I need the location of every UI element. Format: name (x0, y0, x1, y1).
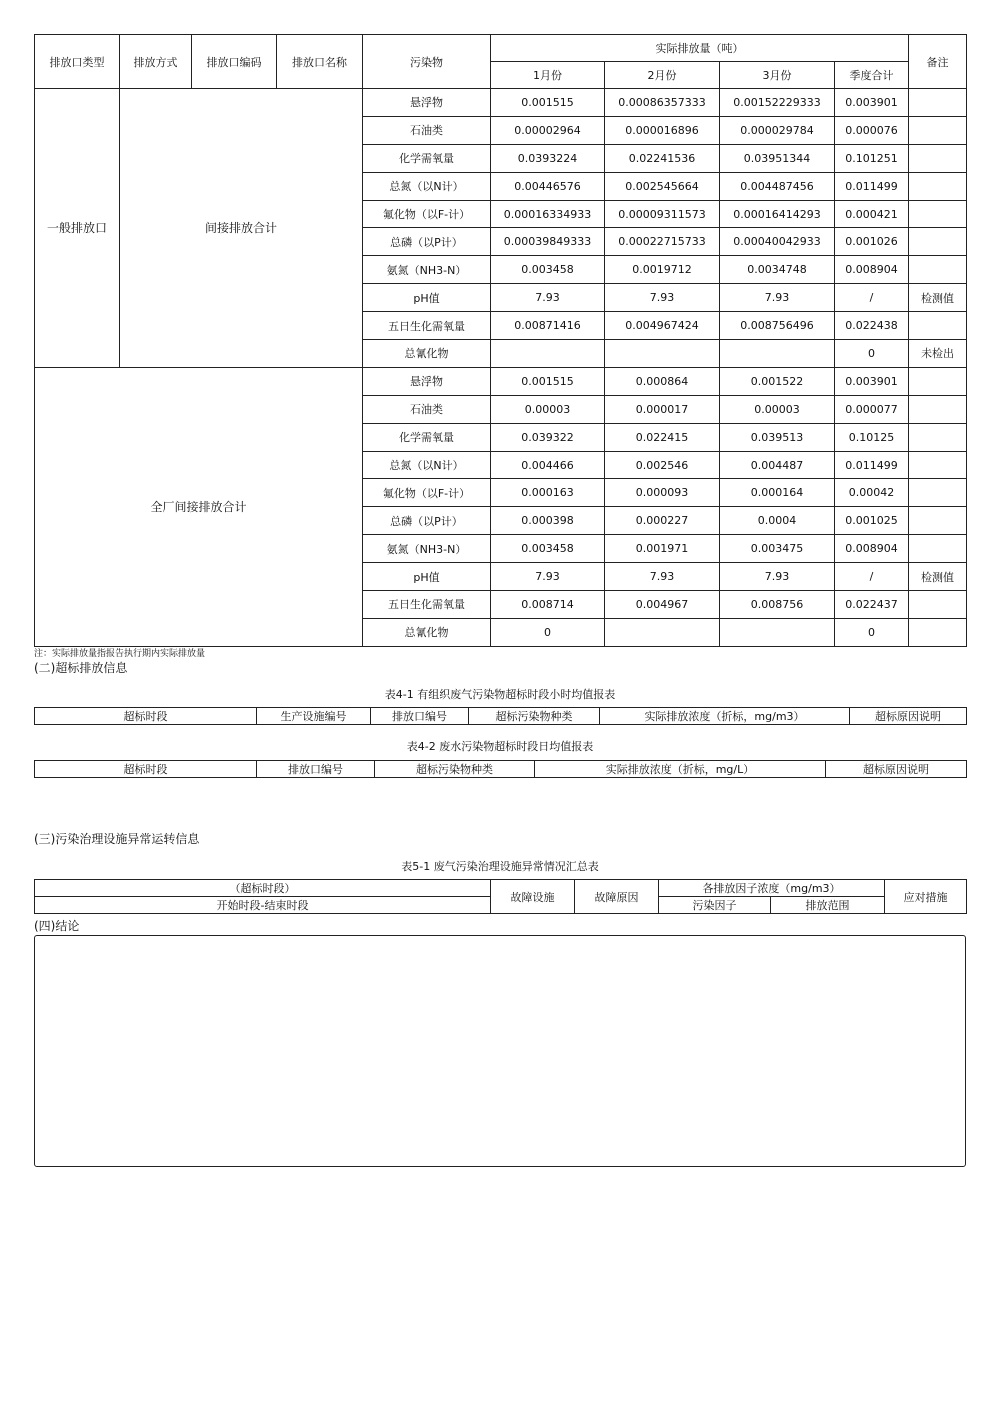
quarter-total-cell: 0.003901 (835, 367, 909, 395)
group2-label-cell: 全厂间接排放合计 (35, 367, 363, 646)
month-2-cell: 0.002545664 (605, 172, 720, 200)
t51-header-concentration: 各排放因子浓度（mg/m3） (659, 880, 885, 897)
quarter-total-cell: 0.011499 (835, 172, 909, 200)
remark-cell (909, 591, 967, 619)
month-3-cell: 0.004487456 (720, 172, 835, 200)
month-1-cell: 0.001515 (491, 367, 605, 395)
month-1-cell: 0.0393224 (491, 144, 605, 172)
month-3-cell: 0.008756496 (720, 312, 835, 340)
pollutant-cell: 总磷（以P计） (363, 228, 491, 256)
pollutant-cell: pH值 (363, 284, 491, 312)
month-3-cell: 0.00152229333 (720, 89, 835, 117)
remark-cell (909, 479, 967, 507)
quarter-total-cell: 0.022438 (835, 312, 909, 340)
remark-cell (909, 200, 967, 228)
quarter-total-cell: 0.00042 (835, 479, 909, 507)
header-method: 排放方式 (120, 35, 192, 89)
pollutant-cell: 五日生化需氧量 (363, 312, 491, 340)
month-3-cell: 0.008756 (720, 591, 835, 619)
quarter-total-cell: 0.001026 (835, 228, 909, 256)
remark-cell (909, 535, 967, 563)
remark-cell (909, 256, 967, 284)
conclusion-box (34, 935, 966, 1167)
table-4-2 (34, 760, 967, 778)
table-5-1 (34, 879, 967, 914)
quarter-total-cell: 0.000421 (835, 200, 909, 228)
pollutant-cell: 总氮（以N计） (363, 172, 491, 200)
table-row (35, 367, 967, 395)
header-pollutant: 污染物 (363, 35, 491, 89)
t42-header-pollutant-type: 超标污染物种类 (375, 761, 535, 778)
remark-cell: 检测值 (909, 563, 967, 591)
month-3-cell: 0.0034748 (720, 256, 835, 284)
section-4-title: (四)结论 (34, 919, 80, 933)
header-remark: 备注 (909, 35, 967, 89)
month-3-cell: 0.00003 (720, 395, 835, 423)
quarter-total-cell: 0.001025 (835, 507, 909, 535)
month-1-cell: 0.00871416 (491, 312, 605, 340)
month-2-cell: 0.022415 (605, 423, 720, 451)
remark-cell (909, 144, 967, 172)
t41-header-concentration: 实际排放浓度（折标，mg/m3） (600, 708, 850, 725)
month-2-cell: 0.000016896 (605, 116, 720, 144)
month-1-cell: 0.001515 (491, 89, 605, 117)
pollutant-cell: 悬浮物 (363, 367, 491, 395)
quarter-total-cell: 0.000077 (835, 395, 909, 423)
t41-header-pollutant-type: 超标污染物种类 (469, 708, 600, 725)
month-2-cell: 0.0019712 (605, 256, 720, 284)
month-3-cell (720, 340, 835, 368)
month-1-cell: 0.004466 (491, 451, 605, 479)
quarter-total-cell: 0.008904 (835, 256, 909, 284)
group1-method-cell: 间接排放合计 (120, 89, 363, 368)
pollutant-cell: 五日生化需氧量 (363, 591, 491, 619)
month-1-cell: 0.00003 (491, 395, 605, 423)
pollutant-cell: 总氮（以N计） (363, 451, 491, 479)
header-month-1: 1月份 (491, 62, 605, 89)
t51-header-period-sub: 开始时段-结束时段 (35, 897, 491, 914)
pollutant-cell: 石油类 (363, 395, 491, 423)
pollutant-cell: 氨氮（NH3-N） (363, 535, 491, 563)
remark-cell (909, 618, 967, 646)
quarter-total-cell: 0 (835, 618, 909, 646)
pollutant-cell: 总氰化物 (363, 340, 491, 368)
header-name: 排放口名称 (277, 35, 363, 89)
month-1-cell: 0.00016334933 (491, 200, 605, 228)
month-2-cell: 0.02241536 (605, 144, 720, 172)
pollutant-cell: 化学需氧量 (363, 423, 491, 451)
quarter-total-cell: 0.008904 (835, 535, 909, 563)
month-1-cell: 0.003458 (491, 535, 605, 563)
t42-header-reason: 超标原因说明 (826, 761, 967, 778)
table-note: 注：实际排放量指报告执行期内实际排放量 (34, 649, 206, 659)
pollutant-cell: 化学需氧量 (363, 144, 491, 172)
month-1-cell: 0.00002964 (491, 116, 605, 144)
t42-header-period: 超标时段 (35, 761, 257, 778)
t51-header-fault-reason: 故障原因 (575, 880, 659, 914)
remark-cell: 检测值 (909, 284, 967, 312)
month-1-cell: 7.93 (491, 563, 605, 591)
month-2-cell: 0.001971 (605, 535, 720, 563)
month-2-cell: 7.93 (605, 563, 720, 591)
quarter-total-cell: / (835, 563, 909, 591)
month-3-cell: 0.039513 (720, 423, 835, 451)
remark-cell (909, 312, 967, 340)
t41-header-reason: 超标原因说明 (850, 708, 967, 725)
quarter-total-cell: / (835, 284, 909, 312)
month-1-cell: 0.00446576 (491, 172, 605, 200)
month-2-cell: 0.004967 (605, 591, 720, 619)
month-2-cell: 0.000864 (605, 367, 720, 395)
header-month-2: 2月份 (605, 62, 720, 89)
remark-cell (909, 89, 967, 117)
emission-table (34, 34, 967, 647)
remark-cell (909, 423, 967, 451)
remark-cell (909, 116, 967, 144)
quarter-total-cell: 0.003901 (835, 89, 909, 117)
month-3-cell: 7.93 (720, 563, 835, 591)
section-2-title: (二)超标排放信息 (34, 661, 128, 675)
emission-table-body (35, 89, 967, 647)
pollutant-cell: 总磷（以P计） (363, 507, 491, 535)
t51-header-period: （超标时段） (35, 880, 491, 897)
month-3-cell: 0.00040042933 (720, 228, 835, 256)
month-1-cell: 0.000163 (491, 479, 605, 507)
pollutant-cell: 氨氮（NH3-N） (363, 256, 491, 284)
month-3-cell (720, 618, 835, 646)
t51-header-factor: 污染因子 (659, 897, 771, 914)
month-1-cell: 7.93 (491, 284, 605, 312)
month-2-cell: 0.002546 (605, 451, 720, 479)
t51-header-fault-facility: 故障设施 (491, 880, 575, 914)
table-5-1-caption: 表5-1 废气污染治理设施异常情况汇总表 (401, 860, 599, 873)
header-actual-emission: 实际排放量（吨） (491, 35, 909, 62)
month-3-cell: 0.000164 (720, 479, 835, 507)
table-4-2-caption: 表4-2 废水污染物超标时段日均值报表 (406, 740, 594, 753)
month-2-cell: 0.004967424 (605, 312, 720, 340)
month-2-cell: 0.00086357333 (605, 89, 720, 117)
t51-header-range: 排放范围 (771, 897, 885, 914)
month-1-cell: 0.00039849333 (491, 228, 605, 256)
month-2-cell: 0.000227 (605, 507, 720, 535)
quarter-total-cell: 0.101251 (835, 144, 909, 172)
pollutant-cell: pH值 (363, 563, 491, 591)
month-1-cell: 0.039322 (491, 423, 605, 451)
remark-cell (909, 367, 967, 395)
pollutant-cell: 氟化物（以F-计） (363, 479, 491, 507)
month-1-cell (491, 340, 605, 368)
t42-header-concentration: 实际排放浓度（折标，mg/L） (535, 761, 826, 778)
header-month-3: 3月份 (720, 62, 835, 89)
month-1-cell: 0.000398 (491, 507, 605, 535)
pollutant-cell: 总氰化物 (363, 618, 491, 646)
month-1-cell: 0 (491, 618, 605, 646)
t41-header-facility-code: 生产设施编号 (257, 708, 371, 725)
table-4-1 (34, 707, 967, 725)
group1-type-cell: 一般排放口 (35, 89, 120, 368)
remark-cell (909, 507, 967, 535)
remark-cell (909, 172, 967, 200)
remark-cell: 未检出 (909, 340, 967, 368)
month-2-cell (605, 618, 720, 646)
month-2-cell (605, 340, 720, 368)
pollutant-cell: 悬浮物 (363, 89, 491, 117)
quarter-total-cell: 0 (835, 340, 909, 368)
remark-cell (909, 395, 967, 423)
month-2-cell: 0.000017 (605, 395, 720, 423)
pollutant-cell: 石油类 (363, 116, 491, 144)
month-2-cell: 0.00009311573 (605, 200, 720, 228)
table-row (35, 89, 967, 117)
quarter-total-cell: 0.000076 (835, 116, 909, 144)
month-3-cell: 0.00016414293 (720, 200, 835, 228)
quarter-total-cell: 0.011499 (835, 451, 909, 479)
month-3-cell: 0.003475 (720, 535, 835, 563)
month-1-cell: 0.003458 (491, 256, 605, 284)
month-3-cell: 0.000029784 (720, 116, 835, 144)
month-3-cell: 7.93 (720, 284, 835, 312)
t51-header-measures: 应对措施 (885, 880, 967, 914)
quarter-total-cell: 0.022437 (835, 591, 909, 619)
month-2-cell: 0.000093 (605, 479, 720, 507)
remark-cell (909, 451, 967, 479)
pollutant-cell: 氟化物（以F-计） (363, 200, 491, 228)
t41-header-period: 超标时段 (35, 708, 257, 725)
month-3-cell: 0.0004 (720, 507, 835, 535)
month-1-cell: 0.008714 (491, 591, 605, 619)
remark-cell (909, 228, 967, 256)
header-code: 排放口编码 (192, 35, 277, 89)
header-outlet-type: 排放口类型 (35, 35, 120, 89)
month-3-cell: 0.001522 (720, 367, 835, 395)
t42-header-outlet-code: 排放口编号 (257, 761, 375, 778)
month-3-cell: 0.03951344 (720, 144, 835, 172)
table-4-1-caption: 表4-1 有组织废气污染物超标时段小时均值报表 (384, 688, 616, 701)
section-3-title: (三)污染治理设施异常运转信息 (34, 832, 200, 846)
month-2-cell: 0.00022715733 (605, 228, 720, 256)
t41-header-outlet-code: 排放口编号 (371, 708, 469, 725)
month-2-cell: 7.93 (605, 284, 720, 312)
quarter-total-cell: 0.10125 (835, 423, 909, 451)
month-3-cell: 0.004487 (720, 451, 835, 479)
header-quarter-total: 季度合计 (835, 62, 909, 89)
